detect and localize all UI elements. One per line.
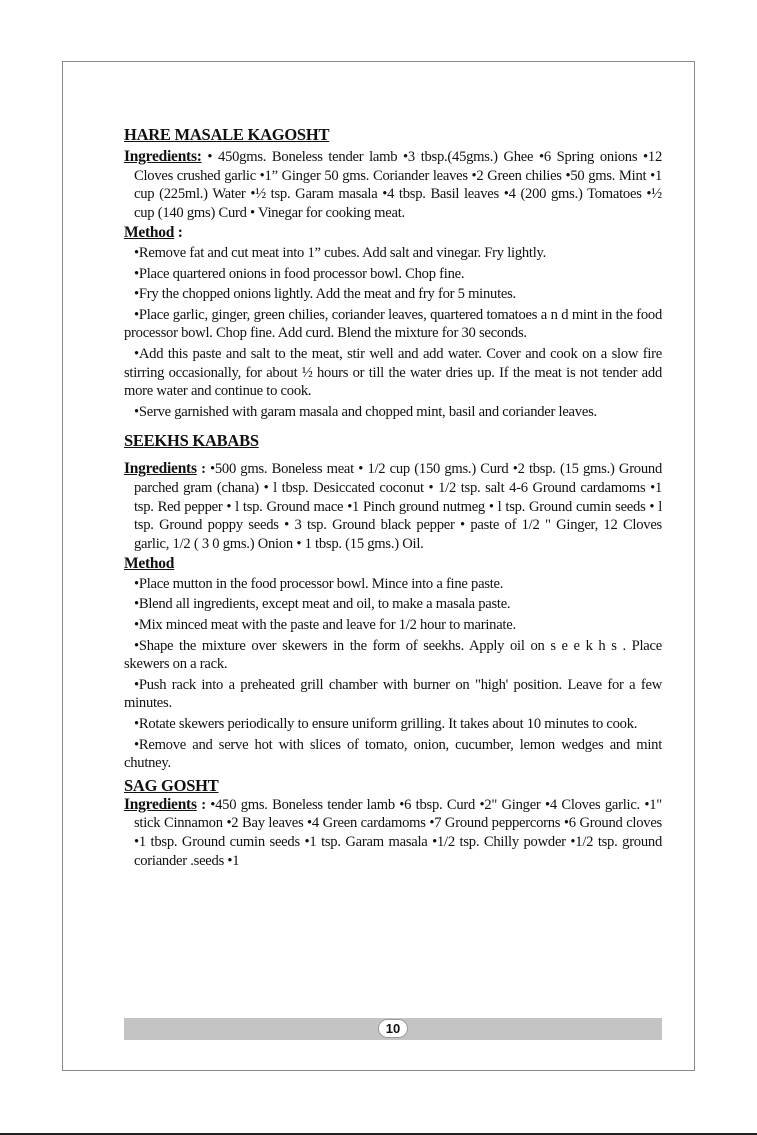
ingredients-sag-gosht [124, 796, 662, 870]
method-step: •Push rack into a preheated grill chamber with burner on "high' position. Leave for a few minutes. [124, 676, 662, 712]
method-step: •Place mutton in the food processor bowl. Mince into a fine paste. [134, 575, 504, 592]
recipe-title-hare-masale: HARE MASALE KAGOSHT [124, 125, 330, 144]
recipe-title-seekhs-kababs: SEEKHS KABABS [124, 431, 259, 451]
method-label: Method [124, 224, 175, 242]
method-step: •Fry the chopped onions lightly. Add the meat and fry for 5 minutes. [134, 286, 516, 303]
ingredients-hare-masale [124, 148, 662, 222]
method-step: •Blend all ingredients, except meat and oil, to make a masala paste. [134, 596, 511, 613]
method-step: •Serve garnished with garam masala and chopped mint, basil and coriander leaves. [134, 403, 597, 420]
method-step: •Remove fat and cut meat into 1” cubes. Add salt and vinegar. Fry lightly. [134, 244, 547, 261]
ingredients-suffix: : [196, 461, 206, 478]
ingredients-seekhs-kababs [124, 460, 662, 553]
ingredients-suffix: : [196, 796, 206, 813]
page-content [124, 124, 662, 870]
ingredients-text: • 450gms. Boneless tender lamb •3 tbsp.(45gms.) Ghee •6 Spring onions •12 Cloves crushed garlic •1” Ginger 50 gms. Coriander leaves •2 Green chilies •50 gms. Mint •1 cup (225ml.) Water •½ tsp. Garam masala •4 tbsp. Basil leaves •4 (200 gms.) Tomatoes •½ cup (140 gms) Curd • Vinegar for cooking meat. [134, 149, 662, 221]
method-step: •Mix minced meat with the paste and leave for 1/2 hour to marinate. [134, 617, 516, 634]
method-step: •Add this paste and salt to the meat, stir well and add water. Cover and cook on a slow fire stirring occasionally, for about ½ hours or till the water dries up. If the meat is not tender add more water and continue to cook. [124, 345, 662, 400]
page-number: 10 [378, 1019, 408, 1038]
method-step: •Place garlic, ginger, green chilies, coriander leaves, quartered tomatoes a n d mint in the food processor bowl. Chop fine. Add curd. Blend the mixture for 30 seconds. [124, 306, 662, 342]
ingredients-text: •500 gms. Boneless meat • 1/2 cup (150 gms.) Curd •2 tbsp. (15 gms.) Ground parched gram (chana) • l tbsp. Desiccated coconut • 1/2 tsp. salt 4-6 Ground cardamoms •1 tsp. Red pepper • l tsp. Ground mace •1 Pinch ground nutmeg • l tsp. Ground cumin seeds • l tsp. Ground poppy seeds • 3 tsp. Ground black pepper • paste of 1/2 " Ginger, 12 Cloves garlic, 1/2 ( 3 0 gms.) Onion • 1 tbsp. (15 gms.) Oil. [134, 461, 662, 552]
method-step: •Shape the mixture over skewers in the form of seekhs. Apply oil on s e e k h s . Place skewers on a rack. [124, 637, 662, 673]
method-heading [124, 555, 662, 574]
ingredients-text: •450 gms. Boneless tender lamb •6 tbsp. Curd •2" Ginger •4 Cloves garlic. •1" stick Cinnamon •2 Bay leaves •4 Green cardamoms •7 Ground peppercorns •6 Ground cloves •1 tbsp. Ground cumin seeds •1 tsp. Garam masala •1/2 tsp. Chilly powder •1/2 tsp. ground coriander .seeds •1 [134, 796, 662, 869]
ingredients-label: Ingredients [124, 460, 197, 478]
method-label: Method [124, 555, 175, 573]
ingredients-label: Ingredients: [124, 148, 202, 165]
ingredients-label: Ingredients [124, 795, 197, 813]
method-step: •Rotate skewers periodically to ensure uniform grilling. It takes about 10 minutes to cook. [134, 716, 638, 733]
method-step: •Place quartered onions in food processor bowl. Chop fine. [134, 265, 465, 282]
method-heading [124, 224, 662, 243]
method-step: •Remove and serve hot with slices of tomato, onion, cucumber, lemon wedges and mint chutney. [124, 736, 662, 772]
recipe-title-sag-gosht: SAG GOSHT [124, 775, 219, 795]
method-suffix: : [174, 224, 183, 242]
footer-bar [124, 1018, 662, 1040]
